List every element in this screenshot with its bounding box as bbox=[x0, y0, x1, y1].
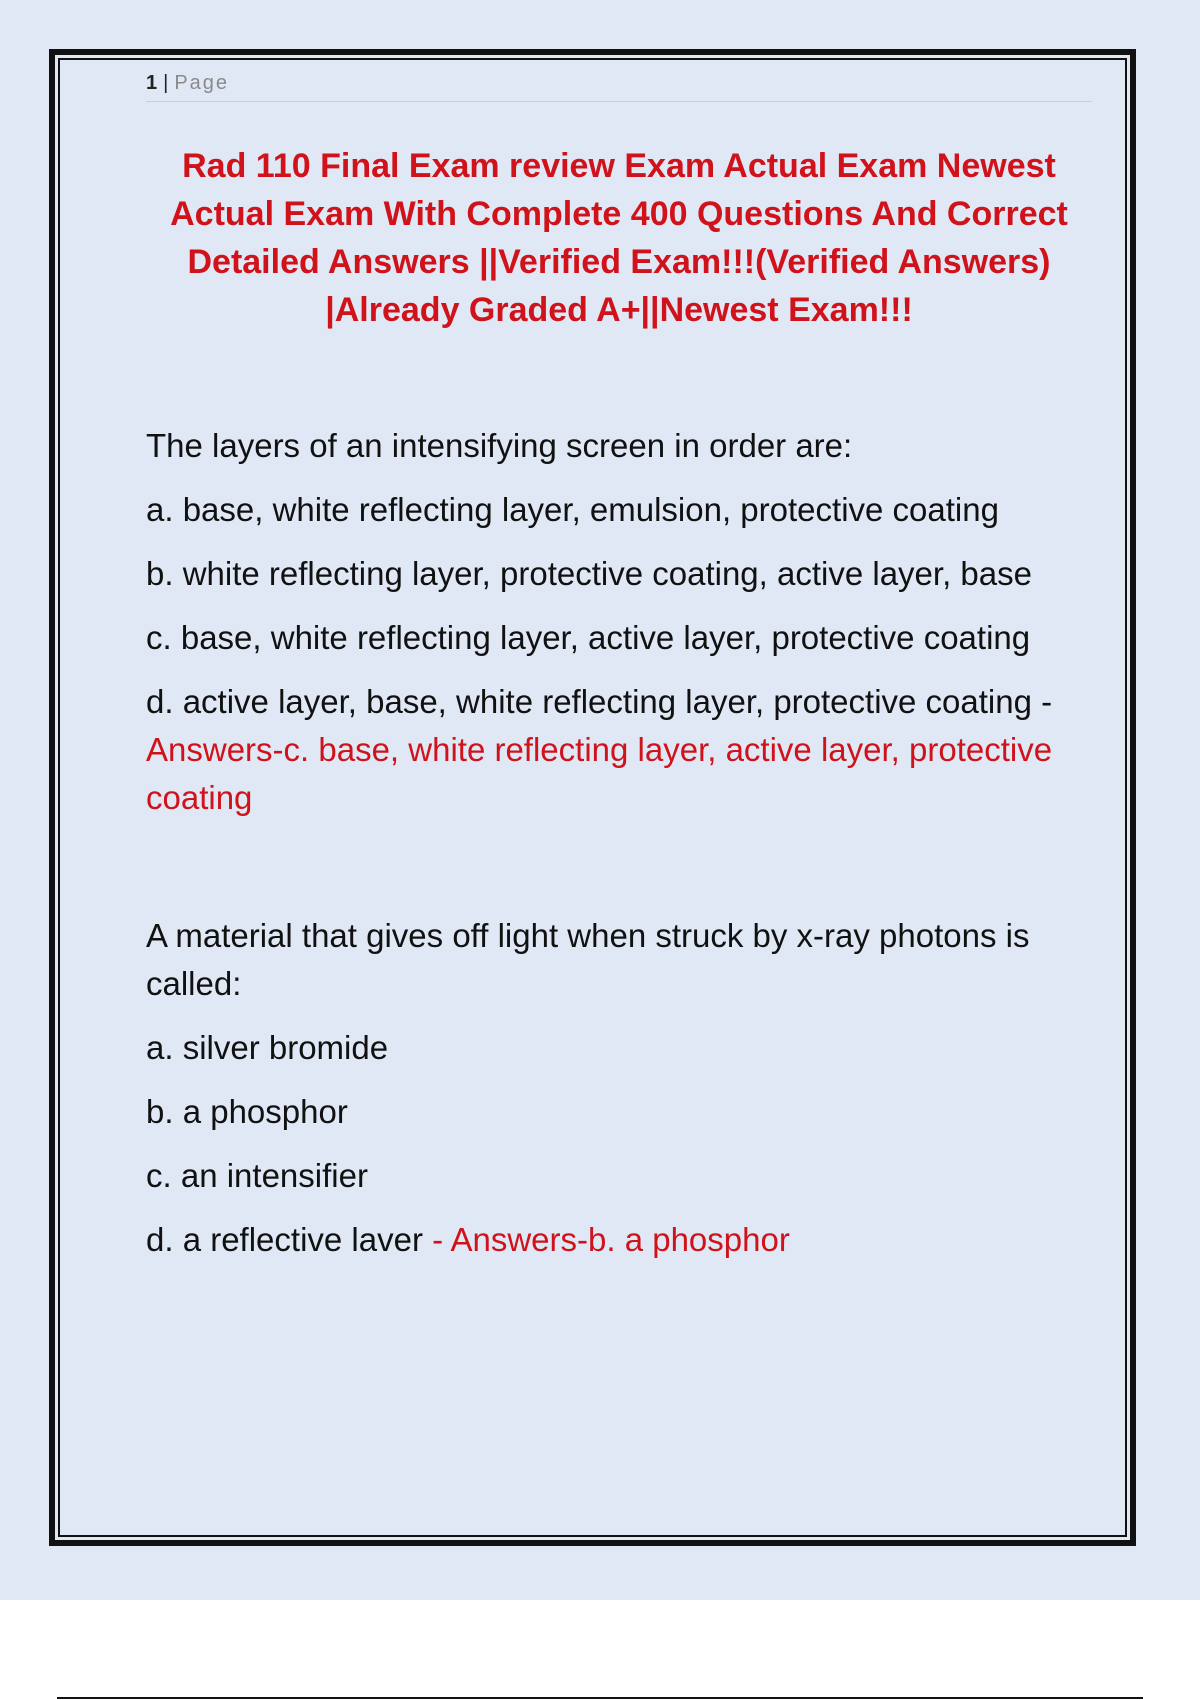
answer-text: Answers-c. base, white reflecting layer, active layer, protective coating bbox=[146, 731, 1053, 816]
question-text: The layers of an intensifying screen in order are: bbox=[146, 427, 853, 464]
answer-separator: - bbox=[422, 1221, 451, 1258]
option-a: a. silver bromide bbox=[146, 1029, 389, 1066]
answer-separator: - bbox=[1031, 683, 1053, 720]
option-d-text: d. active layer, base, white reflecting layer, protective coating bbox=[146, 683, 1032, 720]
option-c: c. an intensifier bbox=[146, 1157, 368, 1194]
question-text: A material that gives off light when struck by x-ray photons is called: bbox=[146, 917, 1030, 1002]
document-content bbox=[146, 72, 1092, 1280]
option-d bbox=[146, 678, 1092, 822]
footer-rule bbox=[57, 1697, 1143, 1699]
option-a: a. base, white reflecting layer, emulsion, protective coating bbox=[146, 491, 999, 528]
option-b: b. a phosphor bbox=[146, 1093, 348, 1130]
page-header-separator: | bbox=[163, 72, 171, 94]
option-b: b. white reflecting layer, protective coating, active layer, base bbox=[146, 555, 1032, 592]
document-title: Rad 110 Final Exam review Exam Actual Exam Newest Actual Exam With Complete 400 Questions And Correct Detailed Answers ||Verified Exam!!!(Verified Answers) |Already Graded A+||Newest Exam!!! bbox=[170, 147, 1068, 329]
page-number: 1 bbox=[146, 72, 160, 94]
question-block-2 bbox=[146, 912, 1092, 1264]
answer-text: Answers-b. a phosphor bbox=[450, 1221, 790, 1258]
page-label: Page bbox=[174, 72, 230, 94]
option-d-text: d. a reflective laver bbox=[146, 1221, 423, 1258]
option-c: c. base, white reflecting layer, active layer, protective coating bbox=[146, 619, 1031, 656]
page-header bbox=[146, 72, 1092, 102]
option-d bbox=[146, 1216, 1092, 1264]
question-block-1 bbox=[146, 422, 1092, 822]
